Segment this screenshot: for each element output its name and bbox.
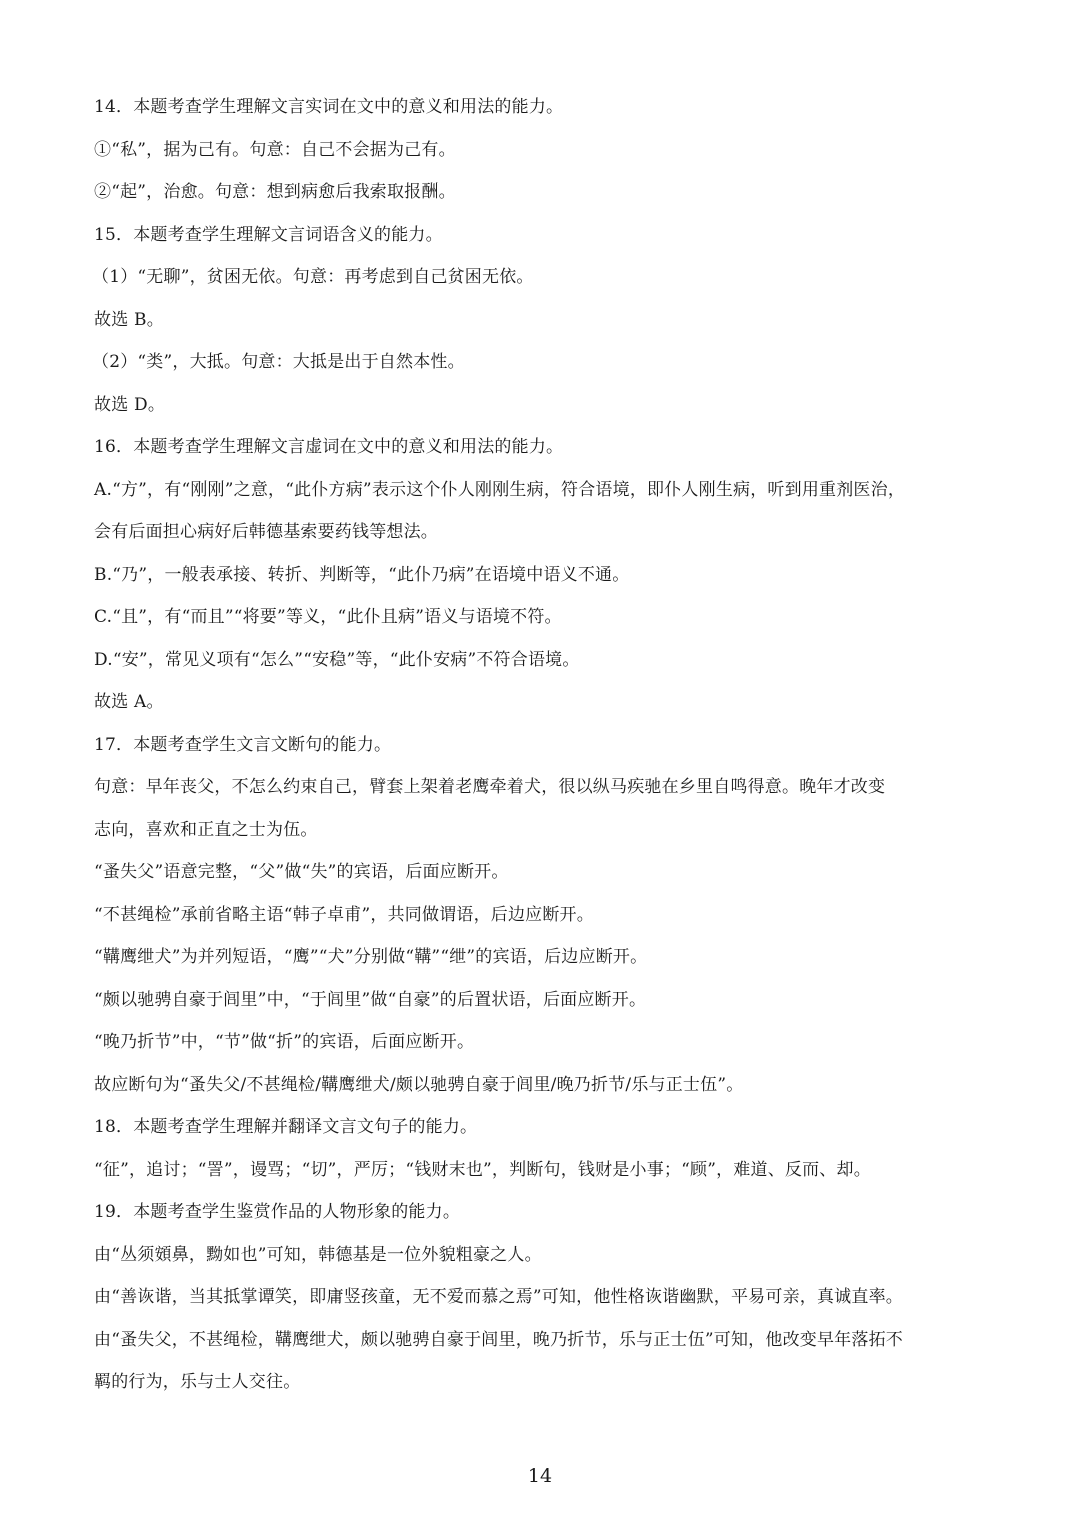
- text-line: ①“私”，据为己有。句意：自己不会据为己有。: [94, 139, 456, 160]
- text-line: 16．本题考查学生理解文言虚词在文中的意义和用法的能力。: [94, 437, 564, 457]
- text-line: “不甚绳检”承前省略主语“韩子卓甫”，共同做谓语，后边应断开。: [94, 904, 594, 925]
- text-line: （2）“类”，大抵。句意：大抵是出于自然本性。: [92, 352, 465, 372]
- text-line: “鞲鹰绁犬”为并列短语，“鹰”“犬”分别做“鞲”“绁”的宾语，后边应断开。: [94, 947, 648, 967]
- text-line: A.“方”，有“刚刚”之意，“此仆方病”表示这个仆人刚刚生病，符合语境，即仆人刚生病，听到用重剂医治，: [94, 479, 906, 500]
- text-line: 14．本题考查学生理解文言实词在文中的意义和用法的能力。: [94, 97, 564, 117]
- text-line: 故选 B。: [94, 309, 164, 330]
- text-line: 羁的行为，乐与士人交往。: [94, 1372, 301, 1392]
- text-line: 由“蚤失父，不甚绳检，鞲鹰绁犬，颇以驰骋自豪于闾里，晚乃折节，乐与正士伍”可知，他改变早年落拓不: [94, 1329, 903, 1350]
- text-line: 由“善诙谐，当其抵掌谭笑，即庸竖孩童，无不爱而慕之焉”可知，他性格诙谐幽默，平易可亲，真诚直率。: [94, 1287, 903, 1307]
- text-line: 19．本题考查学生鉴赏作品的人物形象的能力。: [94, 1202, 461, 1222]
- text-line: “蚤失父”语意完整，“父”做“失”的宾语，后面应断开。: [94, 862, 509, 882]
- text-line: 故应断句为“蚤失父/不甚绳检/鞲鹰绁犬/颇以驰骋自豪于闾里/晚乃折节/乐与正士伍”。: [94, 1074, 744, 1095]
- text-line: 17．本题考查学生文言文断句的能力。: [94, 734, 392, 755]
- text-line: “颇以驰骋自豪于闾里”中，“于闾里”做“自豪”的后置状语，后面应断开。: [94, 989, 647, 1010]
- text-line: 故选 D。: [94, 394, 166, 415]
- text-line: 句意：早年丧父，不怎么约束自己，臂套上架着老鹰牵着犬，很以纵马疾驰在乡里自鸣得意。晚年才改变: [94, 777, 886, 797]
- text-line: D.“安”，常见义项有“怎么”“安稳”等，“此仆安病”不符合语境。: [94, 649, 580, 670]
- text-line: “征”，追讨；“詈”，谩骂；“切”，严厉；“钱财末也”，判断句，钱财是小事；“顾”，难道、反而、却。: [94, 1159, 871, 1180]
- text-line: ②“起”，治愈。句意：想到病愈后我索取报酬。: [94, 182, 456, 202]
- text-line: 由“丛须頞鼻，黝如也”可知，韩德基是一位外貌粗豪之人。: [94, 1244, 542, 1265]
- page-number: 14: [527, 1465, 553, 1487]
- text-line: B.“乃”，一般表承接、转折、判断等，“此仆乃病”在语境中语义不通。: [94, 564, 630, 585]
- text-line: 志向，喜欢和正直之士为伍。: [94, 819, 318, 840]
- document-body: [94, 86, 1014, 1404]
- text-line: 18．本题考查学生理解并翻译文言文句子的能力。: [94, 1117, 478, 1137]
- text-line: 15．本题考查学生理解文言词语含义的能力。: [94, 224, 443, 245]
- text-line: “晚乃折节”中，“节”做“折”的宾语，后面应断开。: [94, 1032, 475, 1052]
- text-line: C.“且”，有“而且”“将要”等义，“此仆且病”语义与语境不符。: [94, 607, 562, 627]
- text-line: 会有后面担心病好后韩德基索要药钱等想法。: [94, 522, 438, 542]
- text-line: 故选 A。: [94, 692, 164, 712]
- text-line: （1）“无聊”，贫困无依。句意：再考虑到自己贫困无依。: [92, 267, 534, 287]
